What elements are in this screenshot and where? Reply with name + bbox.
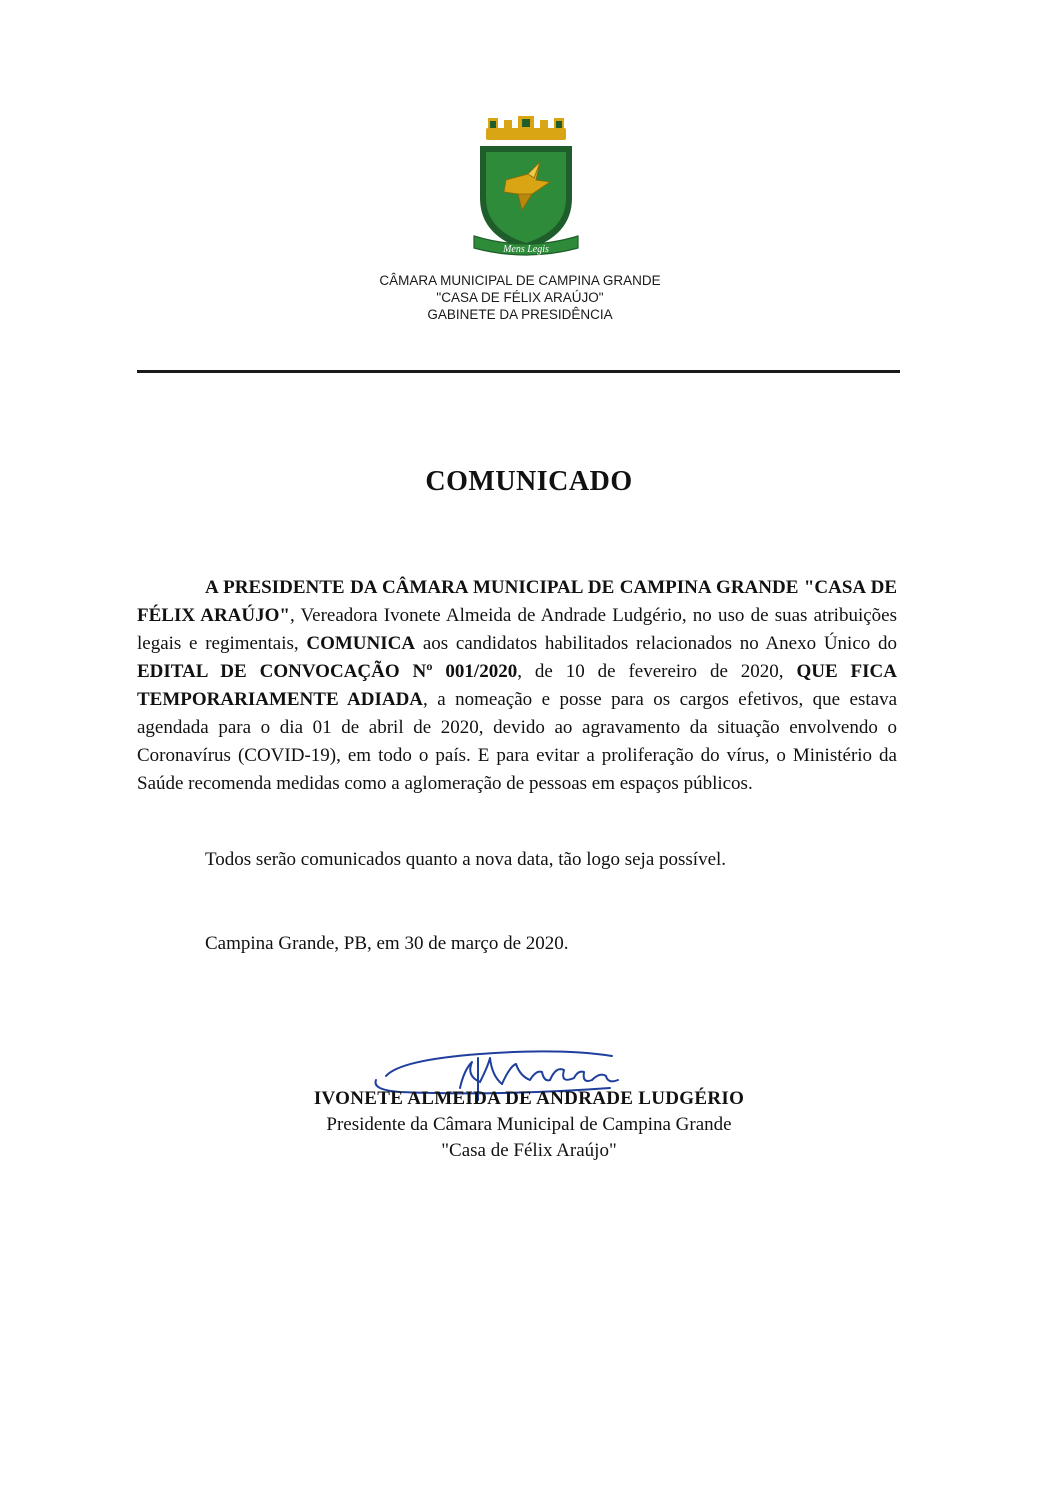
signatory-house: "Casa de Félix Araújo" xyxy=(441,1140,617,1161)
signatory-role: Presidente da Câmara Municipal de Campina Grande xyxy=(326,1114,732,1135)
header-line-2: "CASA DE FÉLIX ARAÚJO" xyxy=(436,290,604,305)
header-divider xyxy=(137,370,900,373)
institution-header xyxy=(300,272,740,323)
header-line-3: GABINETE DA PRESIDÊNCIA xyxy=(427,307,613,322)
paragraph-text: aos candidatos habilitados relacionados no Anexo Único do xyxy=(415,633,897,654)
coat-of-arms-logo xyxy=(466,116,586,264)
paragraph-text: , a nomeação e posse para os cargos efetivos, que estava agendada para o dia 01 de abril de 2020, devido ao agravamento da situação envolvendo o Coronavírus (COVID-19), em todo o país. E para evitar a proliferação do vírus, o Ministério da Saúde recomenda medidas como a aglomeração de pessoas em espaços públicos. xyxy=(137,689,898,794)
paragraph-text: , Vereadora Ivonete Almeida de Andrade Ludgério, no uso de suas atribuições legais e regimentais, xyxy=(137,605,897,654)
signatory-name: IVONETE ALMEIDA DE ANDRADE LUDGÉRIO xyxy=(313,1088,745,1109)
crest-motto: Mens Legis xyxy=(503,244,549,255)
signature-block xyxy=(0,1086,1058,1164)
paragraph-text: , de 10 de fevereiro de 2020, xyxy=(517,661,797,682)
emphasis-edital: EDITAL DE CONVOCAÇÃO Nº 001/2020 xyxy=(137,661,518,682)
place-date: Campina Grande, PB, em 30 de março de 2020. xyxy=(205,933,569,954)
document-title: COMUNICADO xyxy=(425,466,633,497)
notice-paragraph: Todos serão comunicados quanto a nova data, tão logo seja possível. xyxy=(205,849,727,870)
emphasis-comunica: COMUNICA xyxy=(306,633,416,654)
header-line-1: CÂMARA MUNICIPAL DE CAMPINA GRANDE xyxy=(379,273,661,288)
announcement-heading: A PRESIDENTE DA CÂMARA MUNICIPAL DE CAMPINA GRANDE "CASA DE FÉLIX ARAÚJO" xyxy=(137,577,897,626)
main-paragraph xyxy=(137,574,897,798)
emphasis-adiada: QUE FICA TEMPORARIAMENTE ADIADA xyxy=(137,661,897,710)
